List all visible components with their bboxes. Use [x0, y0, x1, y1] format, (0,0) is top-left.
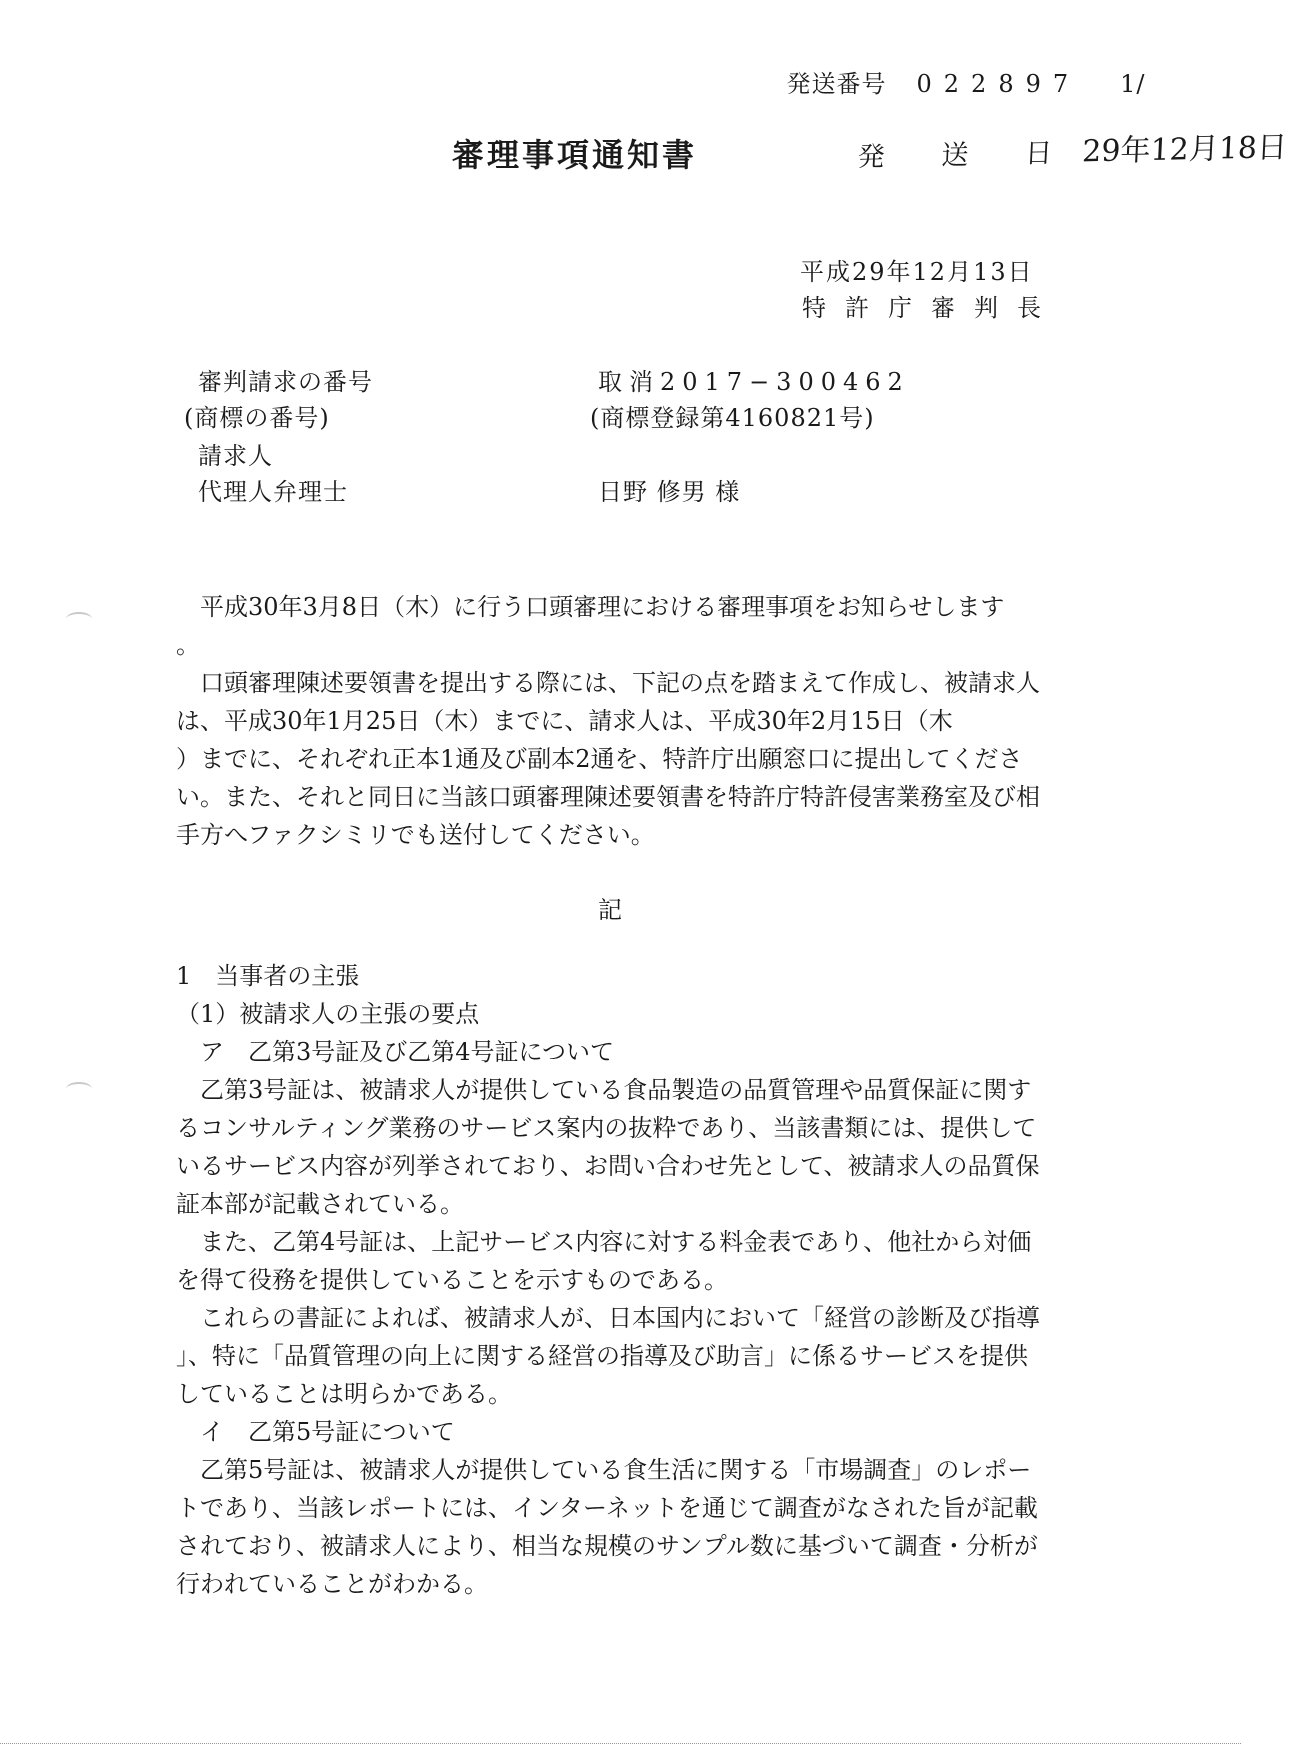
page-number: 1/	[1120, 70, 1146, 98]
section-line: 1 当事者の主張	[176, 962, 360, 990]
send-date-value: 29年12月18日	[1081, 130, 1288, 170]
scan-edge-line	[0, 1743, 1241, 1744]
field-value-trademark-number: (商標登録第4160821号)	[590, 404, 875, 432]
section-line: （1）被請求人の主張の要点	[176, 1000, 480, 1028]
scan-hole-mark	[66, 1082, 92, 1096]
scan-hole-mark	[66, 612, 92, 626]
field-label-claimant: 請求人	[198, 442, 273, 470]
intro-line: い。また、それと同日に当該口頭審理陳述要領書を特許庁特許侵害業務室及び相	[176, 783, 1040, 811]
field-label-agent: 代理人弁理士	[198, 478, 348, 506]
section-line: 証本部が記載されている。	[176, 1190, 464, 1218]
field-label-trademark-number: (商標の番号)	[184, 404, 330, 432]
section-line: トであり、当該レポートには、インターネットを通じて調査がなされた旨が記載	[176, 1494, 1038, 1522]
section-line: を得て役務を提供していることを示すものである。	[176, 1266, 728, 1294]
section-line: いるサービス内容が列挙されており、お問い合わせ先として、被請求人の品質保	[176, 1152, 1040, 1180]
issuer-office: 特許庁審判長	[802, 294, 1060, 322]
section-line: 」、特に「品質管理の向上に関する経営の指導及び助言」に係るサービスを提供	[176, 1342, 1028, 1370]
send-date-stamp	[817, 87, 1290, 211]
section-line: 行われていることがわかる。	[176, 1570, 488, 1598]
intro-paragraph	[176, 588, 1076, 854]
intro-line: は、平成30年1月25日（木）までに、請求人は、平成30年2月15日（木	[176, 707, 953, 735]
section-line: るコンサルティング業務のサービス案内の抜粋であり、当該書類には、提供して	[176, 1114, 1037, 1142]
section-line: また、乙第4号証は、上記サービス内容に対する料金表であり、他社から対価	[176, 1228, 1032, 1256]
intro-line: 手方へファクシミリでも送付してください。	[176, 821, 655, 849]
issue-date: 平成29年12月13日	[800, 258, 1034, 286]
ki-heading: 記	[598, 896, 622, 924]
intro-line: 平成30年3月8日（木）に行う口頭審理における審理事項をお知らせします	[176, 593, 1005, 621]
field-label-trial-number: 審判請求の番号	[198, 368, 373, 396]
section-line: ア 乙第3号証及び乙第4号証について	[176, 1038, 615, 1066]
field-value-trial-number	[598, 362, 910, 397]
section-line: していることは明らかである。	[176, 1380, 512, 1408]
section-line: イ 乙第5号証について	[176, 1418, 455, 1446]
intro-line: 口頭審理陳述要領書を提出する際には、下記の点を踏まえて作成し、被請求人	[176, 669, 1040, 697]
trial-number-text: 取消2017−300462	[598, 368, 910, 396]
document-title: 審理事項通知書	[452, 136, 698, 174]
send-number-value: 022897	[916, 70, 1081, 98]
send-number-label: 発送番号	[786, 70, 887, 98]
send-date-label: 発 送 日	[856, 137, 1077, 174]
intro-line: 。	[176, 631, 200, 659]
field-value-agent: 日野 修男 様	[598, 478, 741, 506]
section-body	[176, 957, 1076, 1603]
section-line: されており、被請求人により、相当な規模のサンプル数に基づいて調査・分析が	[176, 1532, 1038, 1560]
section-line: 乙第5号証は、被請求人が提供している食生活に関する「市場調査」のレポー	[176, 1456, 1032, 1484]
section-line: これらの書証によれば、被請求人が、日本国内において「経営の診断及び指導	[176, 1304, 1040, 1332]
intro-line: ）までに、それぞれ正本1通及び副本2通を、特許庁出願窓口に提出してくださ	[176, 745, 1023, 773]
section-line: 乙第3号証は、被請求人が提供している食品製造の品質管理や品質保証に関す	[176, 1076, 1032, 1104]
